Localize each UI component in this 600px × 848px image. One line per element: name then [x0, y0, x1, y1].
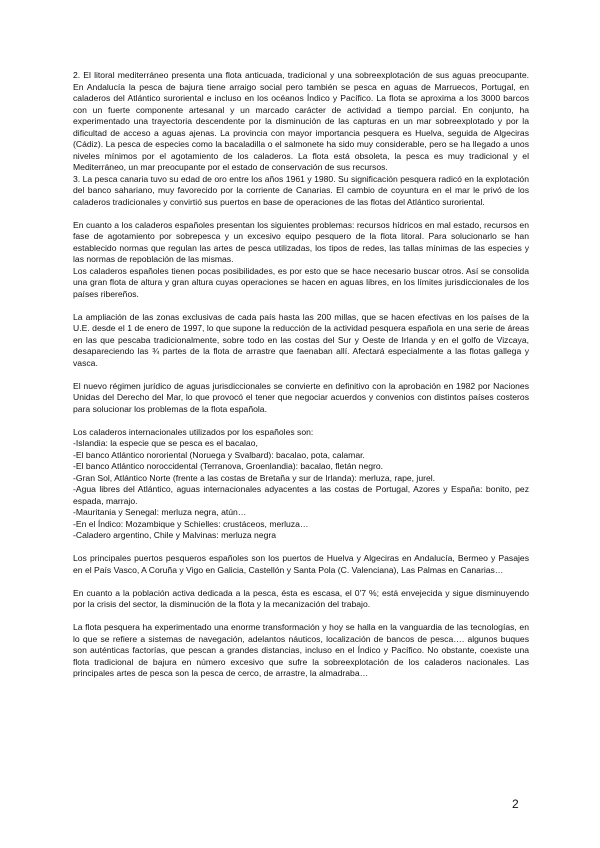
- paragraph-mediterranean: 2. El litoral mediterráneo presenta una flota anticuada, tradicional y una sobreexplotación de sus aguas preocupante. En Andalucía la pesca de bajura tiene arraigo social pero también se pesca en aguas de Marruecos, Portugal, en caladeros del Atlántico suroriental e incluso en los océanos Índico y Pacífico. La flota se aproxima a los 3000 barcos con un fuerte componente artesanal y un marcado carácter de actividad a tiempo parcial. En conjunto, ha experimentado una trayectoria descendente por la disminución de las capturas en un mar sobreexplotado y por la dificultad de acceso a aguas ajenas. La provincia con mayor importancia pesquera es Huelva, seguida de Algeciras (Cádiz). La pesca de especies como la bacaladilla o el salmonete ha sido muy considerable, pero se ha llegado a unos niveles mínimos por el agotamiento de los caladeros. La flota está obsoleta, la pesca es muy tradicional y el Mediterráneo, un mar preocupante por el estado de conservación de sus recursos.: [73, 70, 529, 172]
- list-item: -Islandia: la especie que se pesca es el bacalao,: [73, 438, 258, 448]
- list-item: -Agua libres del Atlántico, aguas internacionales adyacentes a las costas de Portugal, Azores y España: bonito, pez espada, marrajo.: [73, 484, 529, 506]
- document-body: [73, 70, 529, 680]
- spacer: [73, 369, 529, 381]
- list-item: -Mauritania y Senegal: merluza negra, atún…: [73, 507, 247, 517]
- paragraph-200-miles: La ampliación de las zonas exclusivas de cada país hasta las 200 millas, que se hacen efectivas en los países de la U.E. desde el 1 de enero de 1997, lo que supone la reducción de la actividad pesquera española en una serie de áreas en las que pescaba tradicionalmente, sobre todo en las costas del Sur y Oeste de Irlanda y en el golfo de Vizcaya, desapareciendo las ¾ partes de la flota de arrastre que faenaban allí. Afectará especialmente a las flotas gallega y vasca.: [73, 311, 529, 368]
- page-number: 2: [512, 797, 519, 811]
- paragraph-fleet-transformation: La flota pesquera ha experimentado una enorme transformación y hoy se halla en la vanguardia de las tecnologías, en lo que se refiere a sistemas de navegación, adelantos náuticos, localización de bancos de pesca…. algunos buques son auténticas factorías, que pescan a grandes distancias, incluso en el Índico y Pacífico. No obstante, coexiste una flota tradicional de bajura en número excesivo que sufre la sobreexplotación de los caladeros nacionales. Las principales artes de pesca son la pesca de cerco, de arrastre, la almadraba…: [73, 622, 529, 678]
- spacer: [73, 415, 529, 427]
- spacer: [73, 300, 529, 312]
- list-item: -Gran Sol, Atlántico Norte (frente a las costas de Bretaña y sur de Irlanda): merluza, rape, jurel.: [73, 472, 436, 483]
- paragraph-active-population: En cuanto a la población activa dedicada a la pesca, ésta es escasa, el 0'7 %; está envejecida y sigue disminuyendo por la crisis del sector, la disminución de la flota y la mecanización del trabajo.: [73, 587, 529, 609]
- list-intro: Los caladeros internacionales utilizados por los españoles son:: [73, 426, 314, 437]
- international-fishing-grounds-list: [73, 438, 529, 542]
- paragraph-caladeros-possibilities: Los caladeros españoles tienen pocas posibilidades, es por esto que se hace necesario buscar otros. Así se consolida una gran flota de altura y gran altura cuyas operaciones se hacen en aguas libres, en los límites jurisdiccionales de los países ribereños.: [73, 265, 529, 299]
- paragraph-main-ports: Los principales puertos pesqueros españoles son los puertos de Huelva y Algeciras en Andalucía, Bermeo y Pasajes en el País Vasco, A Coruña y Vigo en Galicia, Castellón y Santa Pola (C. Valenciana), Las Palmas en Canarias…: [73, 553, 529, 575]
- list-item: -El banco Atlántico noroccidental (Terranova, Groenlandia): bacalao, fletán negro.: [73, 461, 384, 471]
- list-item: -El banco Atlántico nororiental (Noruega y Svalbard): bacalao, pota, calamar.: [73, 449, 365, 460]
- spacer: [73, 576, 529, 588]
- spacer: [73, 542, 529, 554]
- paragraph-canary: 3. La pesca canaria tuvo su edad de oro entre los años 1961 y 1980. Su significación pesquera radicó en la explotación del banco sahariano, muy favorecido por la corriente de Canarias. El cambio de coyuntura en el mar le privó de los caladeros tradicionales y convirtió sus puertos en base de operaciones de las flotas del Atlántico suroriental.: [73, 173, 529, 207]
- paragraph-caladeros-problems: En cuanto a los caladeros españoles presentan los siguientes problemas: recursos hídricos en mal estado, recursos en fase de agotamiento por sobrepesca y un excesivo equipo pesquero de la flota litoral. Para solucionarlo se han establecido normas que regulan las artes de pesca utilizadas, los tipos de redes, las tallas mínimas de las especies y las normas de repoblación de las mismas.: [73, 219, 529, 264]
- spacer: [73, 208, 529, 220]
- paragraph-legal-regime: El nuevo régimen jurídico de aguas jurisdiccionales se convierte en definitivo con la aprobación en 1982 por Naciones Unidas del Derecho del Mar, lo que provocó el tener que negociar acuerdos y convenios con distintos países costeros para solucionar los problemas de la flota española.: [73, 380, 529, 414]
- list-item: -En el Índico: Mozambique y Schielles: crustáceos, merluza…: [73, 518, 309, 529]
- list-item: -Caladero argentino, Chile y Malvinas: merluza negra: [73, 530, 277, 540]
- spacer: [73, 611, 529, 623]
